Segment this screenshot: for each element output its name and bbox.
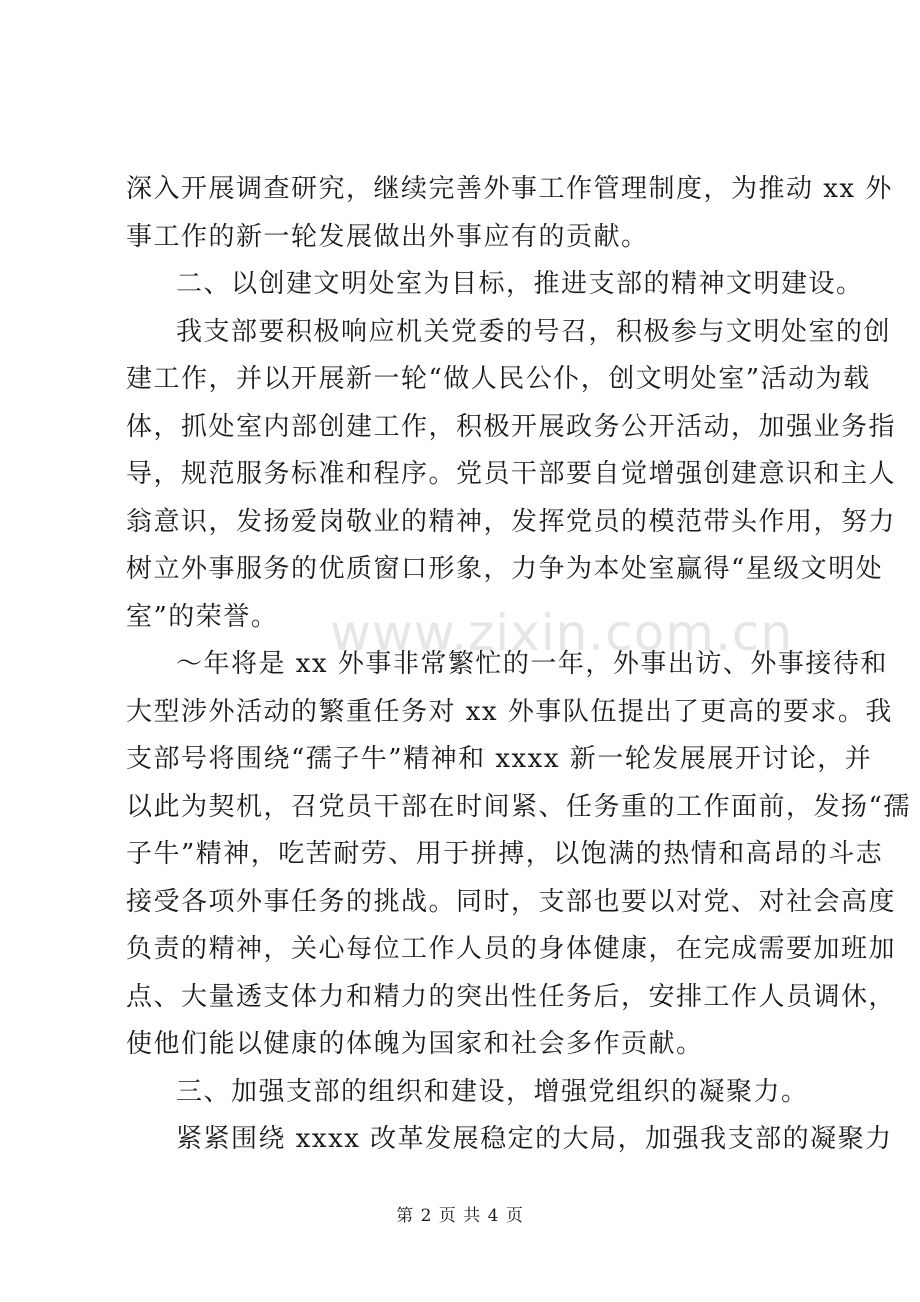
text-line: 负责的精神，关心每位工作人员的身体健康，在完成需要加班加 <box>126 934 897 964</box>
text-line: 体，抓处室内部创建工作，积极开展政务公开活动，加强业务指 <box>126 411 897 442</box>
text-line: 点、大量透支体力和精力的突出性任务后，安排工作人员调休， <box>126 981 897 1012</box>
text-line: 接受各项外事任务的挑战。同时，支部也要以对党、对社会高度 <box>126 886 897 917</box>
text-line: 树立外事服务的优质窗口形象，力争为本处室赢得“星级文明处 <box>126 554 884 584</box>
text-line: 使他们能以健康的体魄为国家和社会多作贡献。 <box>126 1029 704 1059</box>
text-line: 室”的荣誉。 <box>126 601 279 632</box>
text-line: ～年将是 xx 外事非常繁忙的一年，外事出访、外事接待和 <box>176 649 888 679</box>
text-line: 以此为契机，召党员干部在时间紧、任务重的工作面前，发扬“孺 <box>126 791 911 822</box>
text-line: 子牛”精神，吃苦耐劳、用于拼搏，以饱满的热情和高昂的斗志 <box>126 839 884 869</box>
watermark: www.zixin.com.cn <box>330 604 794 662</box>
text-line: 导，规范服务标准和程序。党员干部要自觉增强创建意识和主人 <box>126 459 897 489</box>
section-heading: 三、加强支部的组织和建设，增强党组织的凝聚力。 <box>176 1076 809 1107</box>
page-footer: 第 2 页 共 4 页 <box>396 1206 524 1226</box>
text-line: 我支部要积极响应机关党委的号召，积极参与文明处室的创 <box>176 316 892 347</box>
text-line: 建工作，并以开展新一轮“做人民公仆，创文明处室”活动为载 <box>126 364 871 394</box>
document-body <box>126 166 911 1164</box>
text-line: 大型涉外活动的繁重任务对 xx 外事队伍提出了更高的要求。我 <box>126 696 893 727</box>
text-line: 翁意识，发扬爱岗敬业的精神，发挥党员的模范带头作用，努力 <box>126 506 897 537</box>
text-line: 紧紧围绕 xxxx 改革发展稳定的大局，加强我支部的凝聚力 <box>176 1124 893 1154</box>
text-line: 支部号将围绕“孺子牛”精神和 xxxx 新一轮发展展开讨论，并 <box>126 744 873 774</box>
text-line: 事工作的新一轮发展做出外事应有的贡献。 <box>126 221 649 252</box>
section-heading: 二、以创建文明处室为目标，推进支部的精神文明建设。 <box>176 269 864 299</box>
text-line: 深入开展调查研究，继续完善外事工作管理制度，为推动 xx 外 <box>126 174 893 204</box>
